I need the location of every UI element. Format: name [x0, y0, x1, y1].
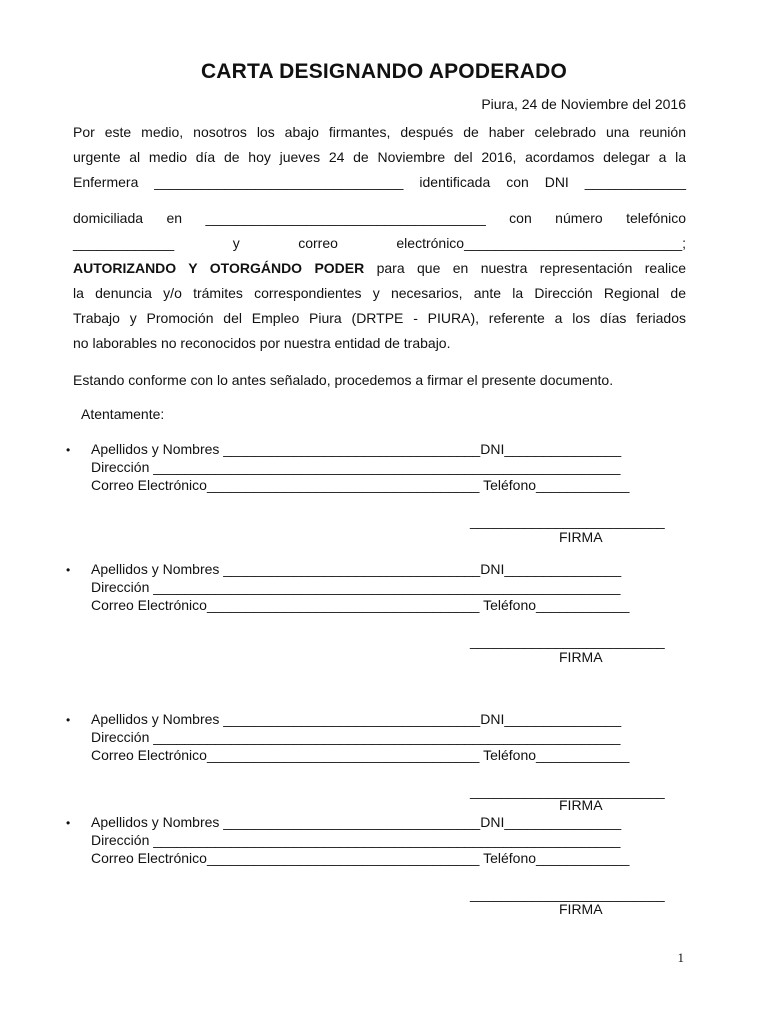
- signature-line[interactable]: _________________________: [470, 633, 665, 649]
- address-field[interactable]: Dirección ____________________________________________________________: [91, 832, 621, 848]
- paragraph-line: urgente al medio día de hoy jueves 24 de Noviembre del 2016, acordamos delegar a la: [73, 149, 686, 165]
- signature-line[interactable]: _________________________: [470, 513, 665, 529]
- name-dni-field[interactable]: Apellidos y Nombres _________________________________DNI_______________: [91, 814, 622, 830]
- name-dni-field[interactable]: Apellidos y Nombres _________________________________DNI_______________: [91, 561, 622, 577]
- bullet-icon: •: [66, 563, 71, 577]
- address-field[interactable]: Dirección ____________________________________________________________: [91, 459, 621, 475]
- paragraph-text: para que en nuestra representación realice: [364, 260, 686, 276]
- signature-line[interactable]: _________________________: [470, 783, 665, 799]
- email-phone-field[interactable]: Correo Electrónico___________________________________ Teléfono____________: [91, 477, 630, 493]
- address-field[interactable]: Dirección ____________________________________________________________: [91, 729, 621, 745]
- signature-label: FIRMA: [559, 797, 603, 813]
- closing-text: Atentamente:: [81, 406, 165, 422]
- paragraph-intro: [73, 120, 686, 195]
- signature-line[interactable]: _________________________: [470, 886, 665, 902]
- paragraph-line: Por este medio, nosotros los abajo firmantes, después de haber celebrado una reunión: [73, 124, 686, 140]
- authorization-bold-text: AUTORIZANDO Y OTORGÁNDO PODER: [73, 260, 365, 276]
- paragraph-agreement: Estando conforme con lo antes señalado, procedemos a firmar el presente documento.: [73, 372, 614, 388]
- paragraph-line: Enfermera ________________________________ identificada con DNI _____________: [73, 174, 686, 190]
- paragraph-authorization: [73, 206, 686, 356]
- signature-label: FIRMA: [559, 901, 603, 917]
- signature-label: FIRMA: [559, 649, 603, 665]
- paragraph-line: domiciliada en ____________________________________ con número telefónico: [73, 210, 686, 226]
- bullet-icon: •: [66, 816, 71, 830]
- email-phone-field[interactable]: Correo Electrónico___________________________________ Teléfono____________: [91, 747, 630, 763]
- page-number: 1: [677, 950, 684, 965]
- paragraph-line: no laborables no reconocidos por nuestra entidad de trabajo.: [73, 335, 451, 351]
- name-dni-field[interactable]: Apellidos y Nombres _________________________________DNI_______________: [91, 711, 622, 727]
- email-phone-field[interactable]: Correo Electrónico___________________________________ Teléfono____________: [91, 850, 630, 866]
- address-field[interactable]: Dirección ____________________________________________________________: [91, 579, 621, 595]
- paragraph-line: _____________ y correo electrónico____________________________;: [73, 235, 686, 251]
- bullet-icon: •: [66, 443, 71, 457]
- date-line: Piura, 24 de Noviembre del 2016: [481, 96, 686, 112]
- email-phone-field[interactable]: Correo Electrónico___________________________________ Teléfono____________: [91, 597, 630, 613]
- signature-label: FIRMA: [559, 529, 603, 545]
- paragraph-line: la denuncia y/o trámites correspondientes y necesarios, ante la Dirección Regional de: [73, 285, 686, 301]
- document-title: CARTA DESIGNANDO APODERADO: [200, 60, 568, 83]
- name-dni-field[interactable]: Apellidos y Nombres _________________________________DNI_______________: [91, 441, 622, 457]
- bullet-icon: •: [66, 713, 71, 727]
- paragraph-line: [73, 256, 686, 281]
- paragraph-line: Trabajo y Promoción del Empleo Piura (DRTPE - PIURA), referente a los días feriados: [73, 310, 686, 326]
